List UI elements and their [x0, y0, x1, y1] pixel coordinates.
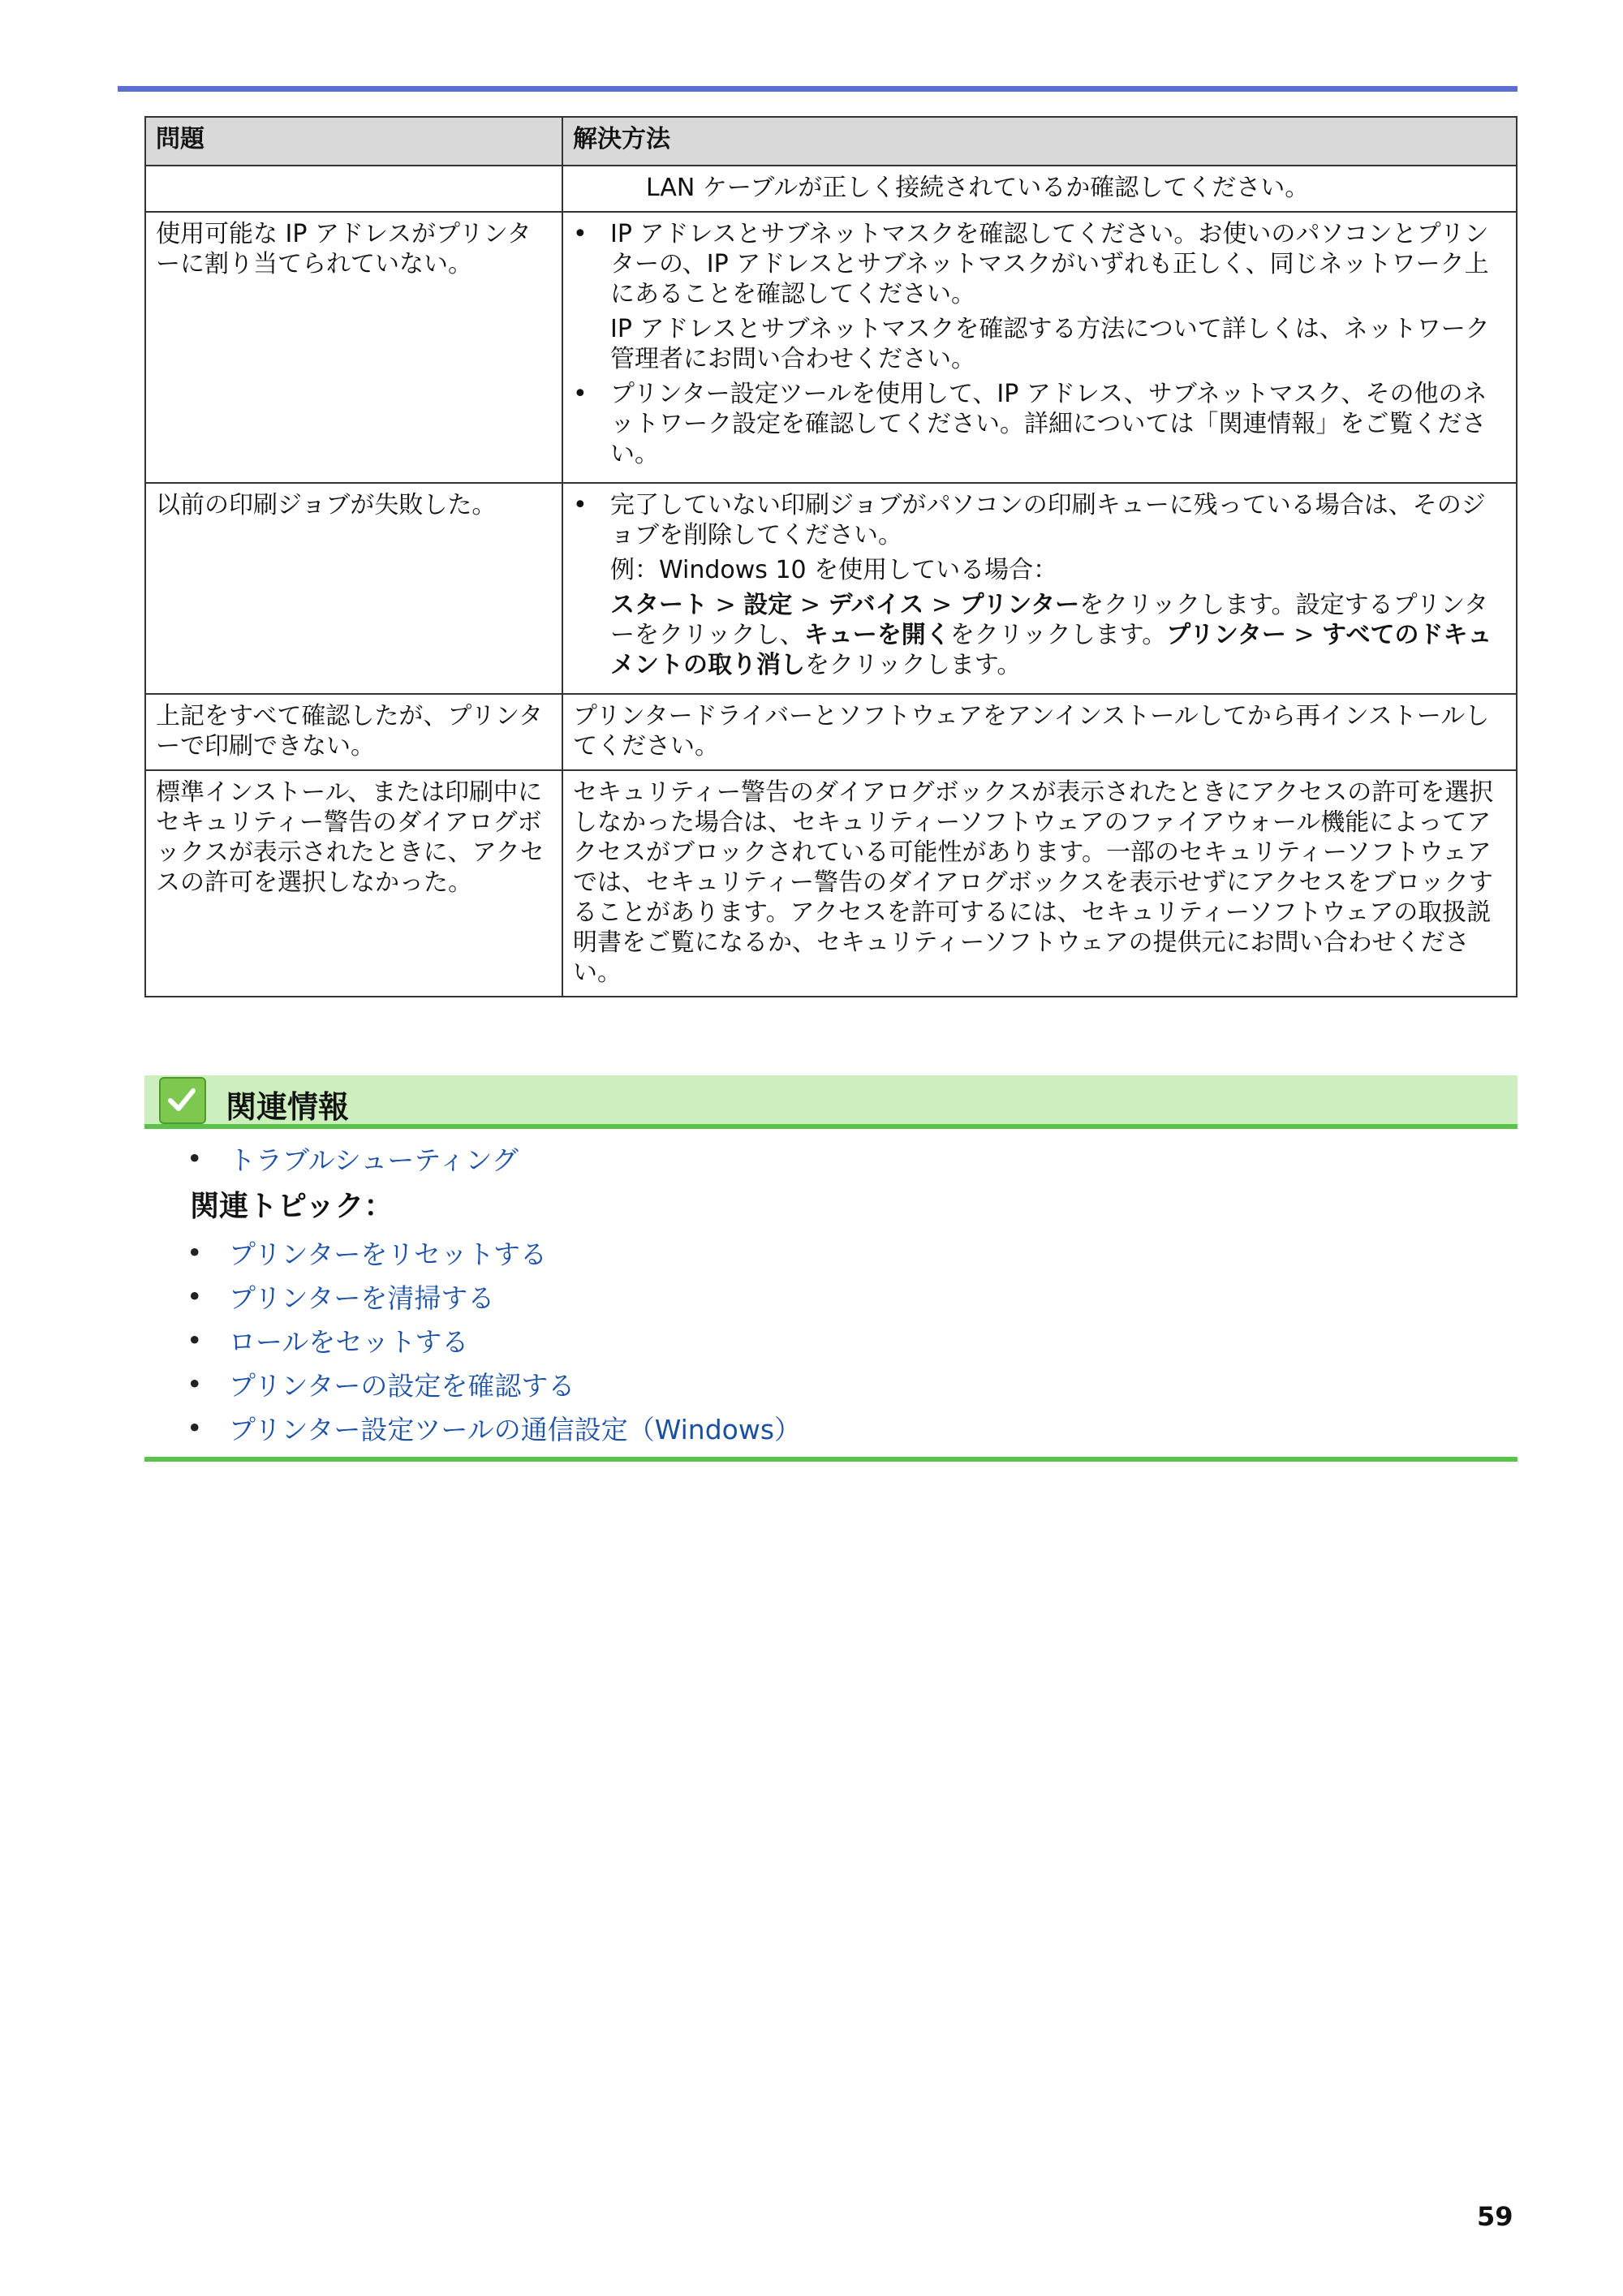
bullet-dot: • [187, 1324, 203, 1356]
bullet-dot: • [187, 1142, 203, 1174]
solution-cell: セキュリティー警告のダイアログボックスが表示されたときにアクセスの許可を選択しなかった場合は、セキュリティーソフトウェアのファイアウォール機能によってアクセスがブロックされている可能性があります。一部のセキュリティーソフトウェアでは、セキュリティー警告のダイアログボックスを表示せずにアクセスをブロックすることがあります。アクセスを許可するには、セキュリティーソフトウェアの取扱説明書をご覧になるか、セキュリティーソフトウェアの提供元にお問い合わせください。 [562, 770, 1517, 997]
top-rule [118, 86, 1518, 92]
link-communication-settings[interactable]: プリンター設定ツールの通信設定（Windows） [229, 1413, 802, 1445]
link-reset-printer[interactable]: プリンターをリセットする [229, 1238, 548, 1270]
solution-text: LAN ケーブルが正しく接続されているか確認してください。 [646, 174, 1310, 202]
solution-note: IP アドレスとサブネットマスクを確認する方法について詳しくは、ネットワーク管理者にお問い合わせください。 [610, 315, 1490, 373]
instruction-text: をクリックします。 [805, 651, 1022, 679]
table-row [145, 483, 1517, 694]
bullet-text: プリンター設定ツールを使用して、IP アドレス、サブネットマスク、その他のネットワーク設定を確認してください。詳細については「関連情報」をご覧ください。 [610, 380, 1487, 468]
instruction-text: をクリックします。設定するプリンターをクリックし、 [610, 591, 1489, 649]
solution-cell: プリンタードライバーとソフトウェアをアンインストールしてから再インストールしてください。 [562, 694, 1517, 770]
step-cancel-all: すべてのドキュメントの取り消し [610, 621, 1492, 679]
problem-cell [145, 166, 562, 212]
bullet-dot: • [573, 220, 588, 248]
instruction-text: をクリックします。 [949, 621, 1167, 649]
list-item [144, 1274, 1518, 1318]
path-separator: > [923, 591, 960, 619]
table-row [145, 212, 1517, 483]
table-header-row [145, 117, 1517, 166]
list-item [144, 1406, 1518, 1450]
path-separator: > [792, 591, 829, 619]
bullet-text: IP アドレスとサブネットマスクを確認してください。お使いのパソコンとプリンターの、IP アドレスとサブネットマスクがいずれも正しく、同じネットワーク上にあることを確認してください。 [610, 220, 1489, 308]
bullet-dot: • [187, 1368, 203, 1400]
path-separator: > [1285, 621, 1323, 649]
bullet-dot: • [187, 1236, 203, 1269]
table-row [145, 694, 1517, 770]
list-item [144, 1362, 1518, 1406]
page-number: 59 [1477, 2201, 1513, 2232]
table-row [145, 166, 1517, 212]
link-load-roll[interactable]: ロールをセットする [229, 1325, 469, 1358]
bullet-dot: • [573, 380, 588, 408]
related-links [144, 1136, 1518, 1450]
problem-cell: 使用可能な IP アドレスがプリンターに割り当てられていない。 [145, 212, 562, 483]
related-info-header [144, 1075, 1518, 1129]
solution-bullet [573, 379, 1508, 469]
example-text: 例：Windows 10 を使用している場合： [610, 556, 1058, 584]
link-clean-printer[interactable]: プリンターを清掃する [229, 1282, 495, 1314]
link-check-settings[interactable]: プリンターの設定を確認する [229, 1369, 575, 1402]
table-row [145, 770, 1517, 997]
step-start: スタート [610, 591, 708, 619]
solution-cell [562, 166, 1517, 212]
checkmark-icon [159, 1077, 206, 1124]
step-settings: 設定 [743, 591, 793, 619]
bullet-dot: • [187, 1411, 203, 1444]
step-printers: プリンター [959, 591, 1080, 619]
bullet-text: 完了していない印刷ジョブがパソコンの印刷キューに残っている場合は、そのジョブを削除してください。 [610, 491, 1486, 549]
menu-path [573, 590, 1508, 680]
list-item [144, 1318, 1518, 1362]
path-separator: > [708, 591, 744, 619]
bullet-dot: • [573, 491, 588, 519]
step-printer: プリンター [1166, 621, 1286, 649]
solution-bullet [573, 490, 1508, 550]
problem-cell: 上記をすべて確認したが、プリンターで印刷できない。 [145, 694, 562, 770]
step-devices: デバイス [828, 591, 924, 619]
troubleshooting-table [144, 116, 1518, 997]
column-header-problem: 問題 [145, 117, 562, 166]
bullet-dot: • [187, 1280, 203, 1312]
step-open-queue: キューを開く [803, 621, 950, 649]
column-header-solution: 解決方法 [562, 117, 1517, 166]
problem-cell: 以前の印刷ジョブが失敗した。 [145, 483, 562, 694]
solution-bullet [573, 219, 1508, 309]
link-troubleshooting[interactable]: トラブルシューティング [229, 1144, 519, 1176]
list-item [144, 1136, 1518, 1180]
solution-cell [562, 483, 1517, 694]
problem-cell: 標準インストール、または印刷中にセキュリティー警告のダイアログボックスが表示されたときに、アクセスの許可を選択しなかった。 [145, 770, 562, 997]
bottom-rule [144, 1457, 1518, 1462]
related-topics-label: 関連トピック： [190, 1190, 394, 1223]
related-info-title: 関連情報 [226, 1089, 350, 1125]
solution-cell [562, 212, 1517, 483]
list-item [144, 1230, 1518, 1274]
